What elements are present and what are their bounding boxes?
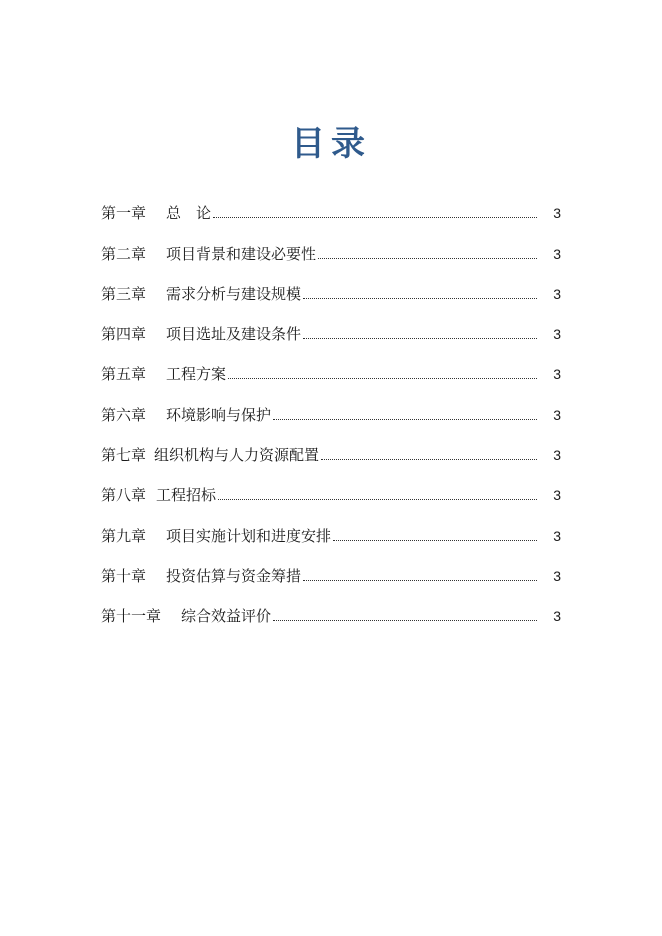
toc-entry[interactable] bbox=[101, 344, 561, 384]
toc-dot-leader bbox=[333, 540, 537, 541]
toc-chapter-number: 第九章 bbox=[101, 526, 147, 545]
toc-chapter-number: 第三章 bbox=[101, 284, 147, 303]
toc-dot-leader bbox=[213, 217, 537, 218]
toc-chapter-heading: 组织机构与人力资源配置 bbox=[154, 446, 320, 465]
toc-entry[interactable] bbox=[101, 384, 561, 424]
toc-chapter-number: 第一章 bbox=[101, 204, 147, 223]
toc-title: 目录 bbox=[291, 124, 371, 164]
toc-chapter-heading: 总 论 bbox=[166, 204, 212, 223]
toc-dot-leader bbox=[303, 580, 537, 581]
toc-chapter-heading: 工程方案 bbox=[166, 365, 227, 384]
toc-dot-leader bbox=[218, 499, 537, 500]
toc-page-number: 3 bbox=[553, 487, 561, 504]
toc-page-number: 3 bbox=[553, 245, 561, 262]
toc-dot-leader bbox=[273, 419, 537, 420]
toc-chapter-heading: 工程招标 bbox=[156, 486, 217, 505]
toc-page-number: 3 bbox=[553, 608, 561, 625]
toc-chapter-number: 第十一章 bbox=[101, 607, 162, 626]
toc-dot-leader bbox=[318, 258, 537, 259]
toc-chapter-number: 第二章 bbox=[101, 244, 147, 263]
toc-entry[interactable] bbox=[101, 304, 561, 344]
toc-dot-leader bbox=[228, 378, 537, 379]
toc-page-number: 3 bbox=[553, 285, 561, 302]
toc-page-number: 3 bbox=[553, 205, 561, 222]
toc-page-number: 3 bbox=[553, 406, 561, 423]
toc-entry[interactable] bbox=[101, 264, 561, 304]
toc-chapter-number: 第十章 bbox=[101, 566, 147, 585]
toc-dot-leader bbox=[303, 298, 537, 299]
toc-page-number: 3 bbox=[553, 366, 561, 383]
toc-entry[interactable] bbox=[101, 223, 561, 263]
toc-page-number: 3 bbox=[553, 527, 561, 544]
toc-entry[interactable] bbox=[101, 425, 561, 465]
toc-chapter-number: 第七章 bbox=[101, 446, 147, 465]
toc-page-number: 3 bbox=[553, 447, 561, 464]
toc-dot-leader bbox=[303, 338, 537, 339]
toc-chapter-heading: 环境影响与保护 bbox=[166, 405, 272, 424]
toc-dot-leader bbox=[321, 459, 537, 460]
toc-chapter-number: 第八章 bbox=[101, 486, 147, 505]
toc-chapter-number: 第四章 bbox=[101, 325, 147, 344]
toc-chapter-heading: 投资估算与资金筹措 bbox=[166, 566, 302, 585]
toc-entry[interactable] bbox=[101, 505, 561, 545]
toc-chapter-heading: 项目选址及建设条件 bbox=[166, 325, 302, 344]
toc-entry[interactable] bbox=[101, 546, 561, 586]
toc-chapter-number: 第六章 bbox=[101, 405, 147, 424]
toc-chapter-number: 第五章 bbox=[101, 365, 147, 384]
toc-page-number: 3 bbox=[553, 326, 561, 343]
toc-chapter-heading: 需求分析与建设规模 bbox=[166, 284, 302, 303]
toc-entry[interactable] bbox=[101, 465, 561, 505]
toc-chapter-heading: 项目背景和建设必要性 bbox=[166, 244, 317, 263]
toc-entry[interactable] bbox=[101, 586, 561, 626]
toc-chapter-heading: 综合效益评价 bbox=[181, 607, 272, 626]
toc-list bbox=[101, 183, 561, 626]
toc-page-number: 3 bbox=[553, 567, 561, 584]
toc-dot-leader bbox=[273, 620, 537, 621]
toc-entry[interactable] bbox=[101, 183, 561, 223]
toc-chapter-heading: 项目实施计划和进度安排 bbox=[166, 526, 332, 545]
